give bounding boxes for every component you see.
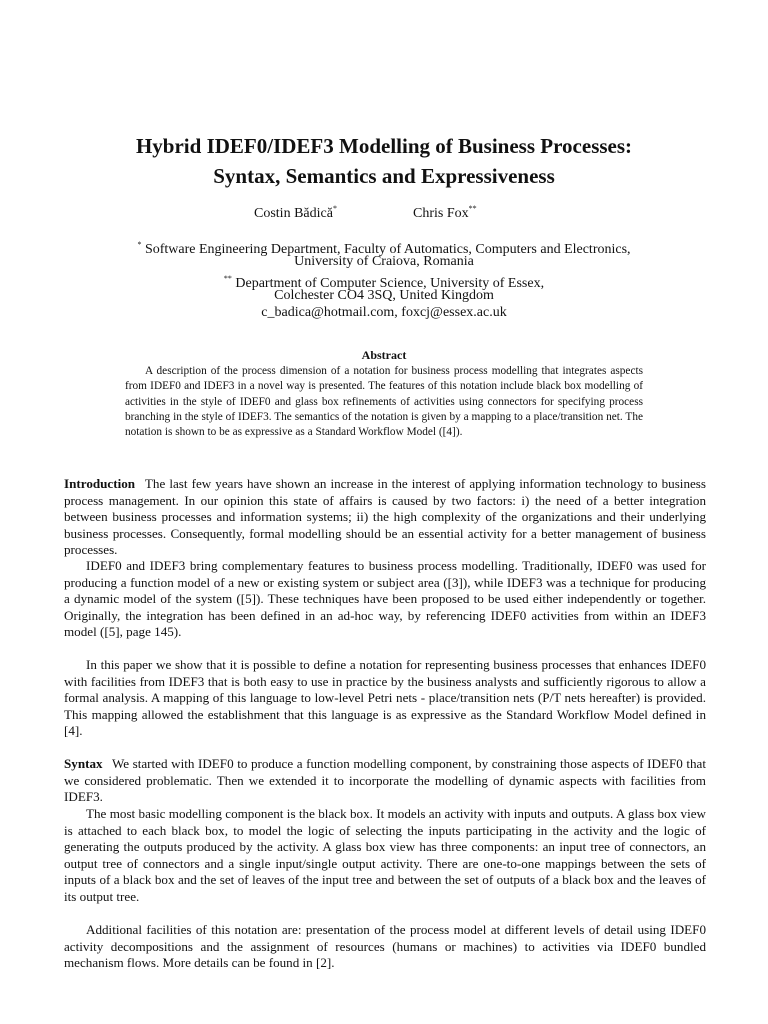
intro-paragraph-1-text: The last few years have shown an increase in the interest of applying information technology to business process management. In our opinion this state of affairs is caused by two factors: i) the need of a better integration between business processes and information systems; ii) the high complexity of the organizations and their underlying business processes. Consequently, formal modelling should be an essential activity for a better management of business processes. [64,476,706,558]
intro-paragraph-2: IDEF0 and IDEF3 bring complementary features to business process modelling. Traditionally, IDEF0 was used for producing a function model of a new or existing system or subject area ([3]), while IDEF3 was a technique for producing a dynamic model of the system ([5]). These techniques have been proposed to be used either independently or together. Originally, the integration has been defined in an ad-hoc way, by referencing IDEF0 activities from within an IDEF3 model ([5], page 145). [64,558,706,640]
paper-title-line-1: Hybrid IDEF0/IDEF3 Modelling of Business Processes: [135,134,633,158]
author-1 [254,204,337,222]
intro-heading: Introduction [64,476,136,491]
author-list [0,200,768,224]
author-2-name: Chris Fox [413,206,469,221]
paper-title-line-2: Syntax, Semantics and Expressiveness [213,164,555,188]
author-emails: c_badica@hotmail.com, foxcj@essex.ac.uk [261,305,507,320]
intro-paragraph-1 [64,476,706,559]
intro-paragraph-3: In this paper we show that it is possible to define a notation for representing business processes that enhances IDEF0 with facilities from IDEF3 that is both easy to use in practice by the business analysts and sufficiently rigorous to allow a formal analysis. A mapping of this language to low-level Petri nets - place/transition nets (P/T nets hereafter) is provided. This mapping allowed the establishment that this language is as expressive as the Standard Workflow Model defined in [4]. [64,657,706,739]
syntax-heading: Syntax [64,756,103,771]
author-1-mark: * [332,204,337,213]
affiliation-2-mark: ** [223,274,232,283]
abstract-heading: Abstract [361,348,407,362]
affiliation-1-mark: * [137,240,142,249]
affiliation-2-text: Department of Computer Science, University of Essex, [235,276,545,291]
author-2-mark: ** [468,204,477,213]
syntax-paragraph-1-text: We started with IDEF0 to produce a function modelling component, by constraining those aspects of IDEF0 that we considered problematic. Then we extended it to incorporate the modelling of dynamic aspects with facilities from IDEF3. [64,756,706,805]
affiliation-1-line-2: University of Craiova, Romania [294,254,474,269]
affiliation-1-text: Software Engineering Department, Faculty of Automatics, Computers and Electronics, [144,242,631,257]
syntax-paragraph-2: The most basic modelling component is the black box. It models an activity with inputs and outputs. A glass box view is attached to each black box, to model the logic of selecting the inputs participating in the activity and the logic of generating the outputs produced by the activity. A glass box view has three components: an input tree of connectors, an output tree of connectors and a single input/single output activity. There are one-to-one mappings between the sets of inputs of a black box and the set of leaves of the input tree and between the set of outputs of a black box and the leaves of its output tree. [64,806,706,904]
author-1-name: Costin Bădică [254,206,333,221]
abstract-text: A description of the process dimension of a notation for business process modelling that integrates aspects from IDEF0 and IDEF3 in a novel way is presented. The features of this notation include black box modelling of activities in the style of IDEF0 and glass box refinements of activities using connectors for specifying process branching in the style of IDEF3. The semantics of the notation is given by a mapping to a place/transition net. The notation is shown to be as expressive as a Standard Workflow Model ([4]). [125,365,643,439]
syntax-paragraph-3: Additional facilities of this notation are: presentation of the process model at different levels of detail using IDEF0 activity decompositions and the assignment of resources (humans or machines) to activities via IDEF0 bundled mechanism flows. More details can be found in [2]. [64,922,706,971]
affiliation-2-line-2: Colchester CO4 3SQ, United Kingdom [274,288,494,303]
syntax-paragraph-1 [64,756,706,806]
author-2 [413,204,477,222]
